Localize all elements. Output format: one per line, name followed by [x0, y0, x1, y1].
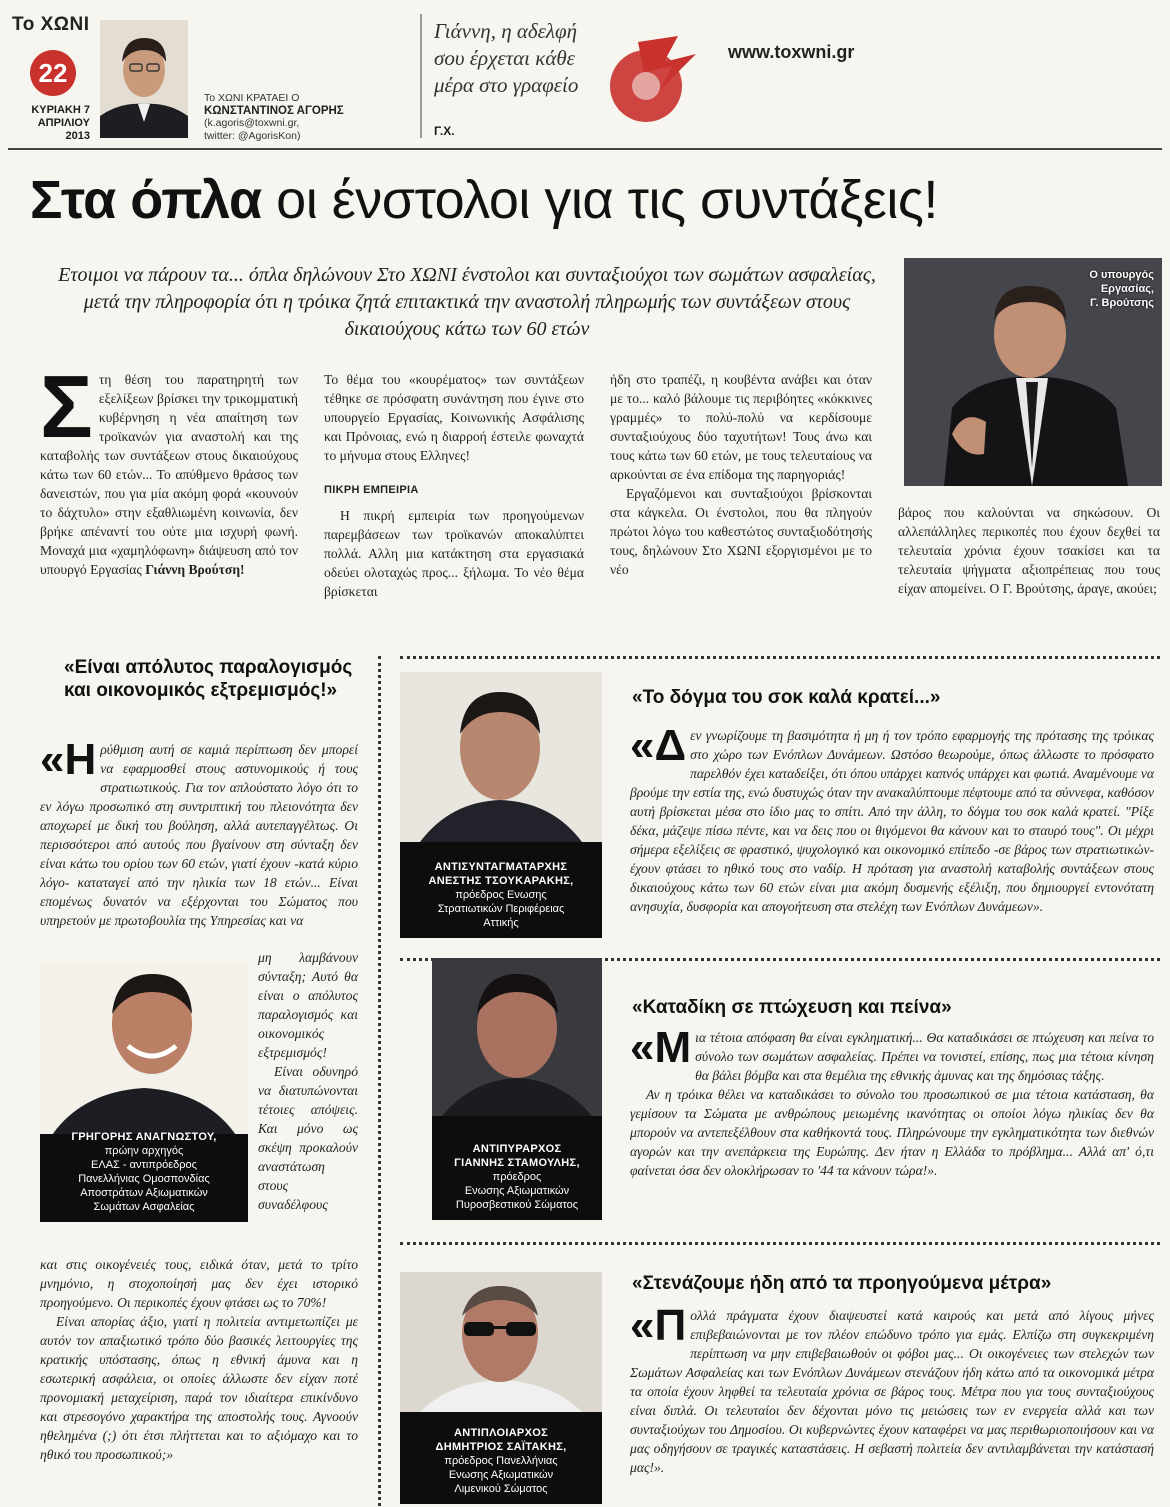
teaser-line: Γιάννη, η αδελφή — [434, 19, 578, 43]
portrait-tsoukarakis — [400, 672, 602, 938]
caption-line: ΑΝΕΣΤΗΣ ΤΣΟΥΚΑΡΑΚΗΣ, — [428, 875, 574, 887]
portrait-caption — [432, 1142, 602, 1220]
caption-line: Πυροσβεστικού Σώματος — [455, 1199, 579, 1211]
caption-line: ΓΙΑΝΝΗΣ ΣΤΑΜΟΥΛΗΣ, — [454, 1157, 580, 1169]
column-text: βάρος που καλούνται να σηκώσουν. Οι αλλεπάλληλες περικοπές που έχουν δεχθεί τα τελευταία χρόνια έχουν τσακίσει και τα τελευταία ψήγματα αξιοπρέπειας που τους είχαν απομείνει. Ο Γ. Βρούτσης, άραγε, ακούει; — [898, 505, 1160, 596]
box2-quote — [630, 1023, 1154, 1180]
issue-date — [8, 104, 90, 143]
quote-drop-cap: «Η — [40, 735, 97, 784]
caption-line: Σωμάτων Ασφαλείας — [93, 1201, 195, 1213]
headline-rest: οι ένστολοι για τις συντάξεις! — [261, 170, 938, 230]
quote-text: εν γνωρίζουμε τη βασιμότητα ή μη ή τον τρόπο εφαρμογής της πρότασης της τρόικας στο χώρο των Ενόπλων Δυνάμεων. Ωστόσο θεωρούμε, όπως άλλωστε το πρόσφατο παρελθόν έχει καταδείξει, ότι όπου υπάρχει καπνός υπάρχει και φωτιά. Αναμένουμε να βρούμε την εστία της, ενώ δυστυχώς όταν την ανακαλύπτουμε πέφτουμε από τα σύννεφα, καθόσον αυτή βρίσκεται μέσα στο ίδιο μας το σπίτι. Από την άλλη, το δόγμα του σοκ καλά κρατεί. "Ρίξε δέκα, μάζεψε πίσω πέντε, και να δεις που οι θιγόμενοι θα κάνουν και το σταυρό τους". Οι μέχρι σήμερα εξελίξεις σε φραστικό, ψυχολογικό και οικονομικό επίπεδο -σε βάρος των στρατιωτικών- έχουν φτάσει το ηθικό τους στο ναδίρ. Η πρόταση για αναστολή καταβολής συντάξεων στους δικαιούχους κάτω των 60 ετών είναι μια ακόμη δυσμενής εξέλιξη, που δημιουργεί εντονότατη ανησυχία, δυσφορία και απογοήτευση στα στελέχη των Ενόπλων Δυνάμεων». — [630, 728, 1155, 914]
columnist-twitter[interactable]: twitter: @AgorisKon) — [204, 129, 301, 142]
teaser-text — [434, 18, 639, 99]
portrait-caption — [400, 1426, 602, 1504]
quote-text: μη λαμβάνουν σύνταξη; Αυτό θα είναι ο απόλυτος παραλογισμός και οικονομικός εξτρεμισμός! — [258, 950, 358, 1060]
teaser-line: σου έρχεται κάθε — [434, 46, 575, 70]
caption-line: πρώην αρχηγός — [104, 1145, 184, 1157]
minister-photo — [904, 258, 1162, 486]
headline-bold: Στα όπλα — [30, 170, 262, 230]
caption-line: ΑΝΤΙΣΥΝΤΑΓΜΑΤΑΡΧΗΣ — [434, 861, 568, 873]
header-rule — [8, 148, 1162, 150]
column-subhead: ΠΙΚΡΗ ΕΜΠΕΙΡΙΑ — [324, 484, 419, 496]
columnist-email[interactable]: (k.agoris@toxwni.gr, — [204, 117, 300, 129]
caption-line: ΕΛΑΣ - αντιπρόεδρος — [91, 1159, 197, 1171]
column-text: Εργαζόμενοι και συνταξιούχοι βρίσκονται στα κάγκελα. Οι ένστολοι, που θα πληγούν πρώτοι λόγω του καθεστώτος συνταξιοδότησής τους, δηλώνουν Στο ΧΩΝΙ εξοργισμένοι με το νέο — [610, 486, 872, 577]
caption-line: Λιμενικού Σώματος — [454, 1483, 548, 1495]
quote-text: Είναι οδυνηρό να διατυπώνονται τέτοιες απόψεις. Και μόνο ως σκέψη προκαλούν αναστάτωση στους συναδέλφους — [258, 1064, 358, 1212]
caption-line: πρόεδρος — [492, 1171, 542, 1183]
box-heading-left: «Είναι απόλυτος παραλογισμός και οικονομικός εξτρεμισμός!» — [64, 657, 353, 701]
caption-line: ΓΡΗΓΟΡΗΣ ΑΝΑΓΝΩΣΤΟΥ, — [71, 1131, 217, 1143]
website-link[interactable]: www.toxwni.gr — [728, 42, 855, 62]
brand-logo: Το ΧΩΝΙ — [12, 14, 90, 35]
quote-drop-cap: «Δ — [630, 721, 687, 770]
portrait-saitakis — [400, 1272, 602, 1504]
article-lede: Ετοιμοι να πάρουν τα... όπλα δηλώνουν Στο ΧΩΝΙ ένστολοι και συνταξιούχοι των σωμάτων ασφαλείας, μετά την πληροφορία ότι η τρόικα ζητά επιτακτικά την αναστολή πληρωμής των συντάξεων στους δικαιούχους κάτω των 60 ετών — [58, 264, 876, 340]
caption-line: Γ. Βρούτσης — [1090, 297, 1154, 309]
caption-line: Αττικής — [483, 917, 519, 929]
column-text: ήδη στο τραπέζι, η κουβέντα ανάβει και όταν με το... καλό βάλουμε τις περιβόητες «κόκκινες γραμμές» το πολύ-πολύ να κερδίσουμε συνταξιούχους δύο ταχυτήτων! Τους άνω και τους κάτω των 60 ετών, με τους τελευταίους να αρκούνται σε ένα επίδομα της παρηγοριάς! — [610, 372, 872, 482]
date-line: ΑΠΡΙΛΙΟΥ — [37, 117, 90, 129]
caption-line: Ενωσης Αξιωματικών — [464, 1185, 570, 1197]
minister-caption — [1089, 268, 1154, 310]
portrait-caption — [400, 860, 602, 938]
quote-text: Είναι απορίας άξιο, γιατί η πολιτεία αντιμετωπίζει με αυτόν τον απαξιωτικό τρόπο δύο βασικές λειτουργίες της κρατικής υπόστασης, όπως η εθνική άμυνα και η εσωτερική ασφάλεια, οι οποίες άλλωστε δεν είχαν ποτέ προνομιακή μεταχείριση, παρά τον ιδιαίτερα επικίνδυνο και στρεσογόνο χαρακτήρα της αποστολής τους. Αγνοούν ηθελημένα (;) ότι έτσι πλήττεται και το αξιόμαχο και το ηθικό του προσωπικού;» — [40, 1314, 358, 1462]
column-text: τη θέση του παρατηρητή των εξελίξεων βρίσκει την τρικομματική κυβέρνηση η νέα απαίτηση των τροϊκανών για αναστολή και της καταβολής των συντάξεων στους δικαιούχους κάτω των 60 ετών... Το απύθμενο θράσος των δανειστών, που για μία ακόμη φορά «κουνούν το δάχτυλο» στην εξαθλιωμένη κοινωνία, δεν βρήκε απέναντί του ούτε μια ισχυρή φωνή. Μοναχά μια «χαμηλόφωνη» διάψευση από τον υπουργό Εργασίας — [40, 372, 298, 577]
teaser-line: μέρα στο γραφείο — [434, 73, 579, 97]
caption-line: ΔΗΜΗΤΡΙΟΣ ΣΑΪΤΑΚΗΣ, — [435, 1441, 567, 1453]
quote-drop-cap: «Μ — [630, 1023, 692, 1072]
caption-line: Εργασίας, — [1100, 283, 1154, 295]
vertical-divider — [378, 656, 381, 1506]
box-heading-3: «Στενάζουμε ήδη από τα προηγούμενα μέτρα» — [632, 1273, 1052, 1294]
caption-line: ΑΝΤΙΠΥΡΑΡΧΟΣ — [472, 1143, 562, 1155]
column-text: Η πικρή εμπειρία των προηγούμενων παρεμβάσεων των τροϊκανών αποκαλύπτει πολλά. Αλλη μια κατάκτηση στα εργασιακά οδεύει ολοταχώς προς... ξήλωμα. Το νέο θέμα βρίσκεται — [324, 508, 584, 599]
columnist-name: ΚΩΝΣΤΑΝΤΙΝΟΣ ΑΓΟΡΗΣ — [204, 104, 344, 117]
article-column-2 — [324, 370, 584, 601]
article-column-3 — [610, 370, 872, 579]
quote-text: ρύθμιση αυτή σε καμιά περίπτωση δεν μπορεί να εφαρμοσθεί στους αστυνομικούς ή τους στρατιωτικούς. Για τον απλούστατο λόγο ότι το εν λόγω προσωπικό στη συντριπτική του πλειονότητα δεν αποχωρεί με δική του βούληση, αλλά αυτεπαγγέλτως. Οι περισσότεροι από αυτούς που βγαίνουν στη σύνταξη δεν είναι κάτω του ορίου των 60 ετών, γιατί έχουν -κατά κύριο λόγο- καταταγεί από την ηλικία των 18 ετών... Είναι επομένως δυνατόν να εξέρχονται του Σώματος που υπηρετούν με πρωτοβουλία της Υπηρεσίας και να — [40, 742, 358, 928]
horizontal-divider — [400, 1242, 1160, 1245]
horizontal-divider — [400, 656, 1160, 659]
drop-cap: Σ — [40, 357, 93, 456]
caption-line: Αποστράτων Αξιωματικών — [80, 1187, 208, 1199]
quote-text: και στις οικογένειές τους, ειδικά όταν, μετά το τρίτο μνημόνιο, η στοχοποίησή μας δεν έχει ιστορικό προηγούμενο. Οι περικοπές έχουν φτάσει ως το 70%! — [40, 1257, 358, 1310]
portrait-anagnostou — [40, 962, 248, 1222]
columnist-intro: Το ΧΩΝΙ ΚΡΑΤΑΕΙ Ο — [204, 92, 300, 104]
caption-line: ΑΝΤΙΠΛΟΙΑΡΧΟΣ — [454, 1427, 548, 1439]
article-headline — [30, 168, 1150, 232]
box-heading-1: «Το δόγμα του σοκ καλά κρατεί...» — [632, 687, 941, 708]
column-bold-text: Γιάννη Βρούτση! — [145, 562, 245, 577]
box-left-quote-top — [40, 735, 358, 930]
box3-quote — [630, 1301, 1154, 1477]
page-number-badge: 22 — [30, 50, 76, 96]
quote-text: ια τέτοια απόφαση θα είναι εγκληματική... Θα καταδικάσει σε πτώχευση και πείνα το σύνολο των σωμάτων ασφαλείας. Πρέπει να τονιστεί, επίσης, πως μια τέτοια κίνηση θα βάλει βόμβα και στα θεμέλια της εθνικής άμυνας και της δημόσιας τάξης. — [695, 1030, 1154, 1083]
caption-line: Πανελλήνιας Ομοσπονδίας — [78, 1173, 210, 1185]
columnist-credit — [204, 92, 424, 142]
caption-line: πρόεδρος Πανελλήνιας — [444, 1455, 558, 1467]
quote-text: Αν η τρόικα θέλει να καταδικάσει το σύνολο του προσωπικού σε μια τέτοια κατάσταση, θα γεμίσουν τα Σώματα με ανθρώπους μειωμένης ικανότητας οι οποίοι λόγω ηλικίας δεν θα μπορούν να αντεπεξέλθουν στα καθήκοντά τους. Πληρώνουμε την εγκληματικότητα των διεθνών αγορών και την ανεπάρκεια της Ευρώπης. Δεν ήταν η Ελλάδα το πρόβλημα... Αλλά απ' ό,τι φαίνεται όσα δεν ολοκλήρωσαν το '44 τα κάνουν τώρα!». — [630, 1087, 1154, 1178]
caption-line: πρόεδρος Ενωσης — [455, 889, 547, 901]
caption-line: Ενωσης Αξιωματικών — [448, 1469, 554, 1481]
box-left-quote-side — [258, 948, 358, 1214]
portrait-stamoulis — [432, 958, 602, 1220]
teaser-signature: Γ.Χ. — [434, 124, 455, 138]
portrait-caption — [40, 1130, 248, 1222]
box-left-quote-bottom — [40, 1255, 358, 1464]
article-column-4 — [898, 503, 1160, 598]
column-text: Το θέμα του «κουρέματος» των συντάξεων τέθηκε σε πρόσφατη συνάντηση που έγινε στο υπουργείο Εργασίας, Κοινωνικής Ασφάλισης και Πρόνοιας, ενώ η διαρροή έστειλε φωναχτά το μήνυμα στους Ελληνες! — [324, 372, 584, 463]
box-heading-2: «Καταδίκη σε πτώχευση και πείνα» — [632, 997, 952, 1018]
teaser-box — [420, 14, 720, 138]
quote-text: ολλά πράγματα έχουν διαψευστεί κατά καιρούς και μετά από λίγους μήνες επιβεβαιώνονται με τον πλέον επώδυνο τρόπο για εμάς. Ελπίζω στη συγκεκριμένη περίπτωση να μην επιβεβαιωθούν οι φόβοι μας... Οι οικογένειες των στελεχών των Σωμάτων Ασφαλείας και των Ενόπλων Δυνάμεων στενάζουν ήδη κάτω από τα οικονομικά μέτρα τα οποία έχουν ληφθεί τα τελευταία χρόνια σε βάρος τους. Μέτρα που για τους συνταξιούχους είναι διπλά. Οι τελευταίοι δεν δέχονται μόνο τις μειώσεις των εν ενεργεία αλλά και των συνταξιούχων του Δημοσίου. Οι κυβερνώντες έχουν καταφέρει να μας περιθωριοποιήσουν και να μας οδηγήσουν σε τραγικές καταστάσεις. Η σεβαστή πολιτεία δεν αντιλαμβάνεται την κατάστασή μας!». — [630, 1308, 1154, 1475]
box1-quote — [630, 721, 1155, 916]
date-line: ΚΥΡΙΑΚΗ 7 — [31, 104, 90, 116]
caption-line: Ο υπουργός — [1089, 269, 1154, 281]
caption-line: Στρατιωτικών Περιφέρειας — [437, 903, 565, 915]
article-column-1 — [40, 357, 298, 579]
quote-drop-cap: «Π — [630, 1301, 687, 1350]
columnist-photo — [100, 20, 188, 138]
date-line: 2013 — [65, 130, 90, 142]
